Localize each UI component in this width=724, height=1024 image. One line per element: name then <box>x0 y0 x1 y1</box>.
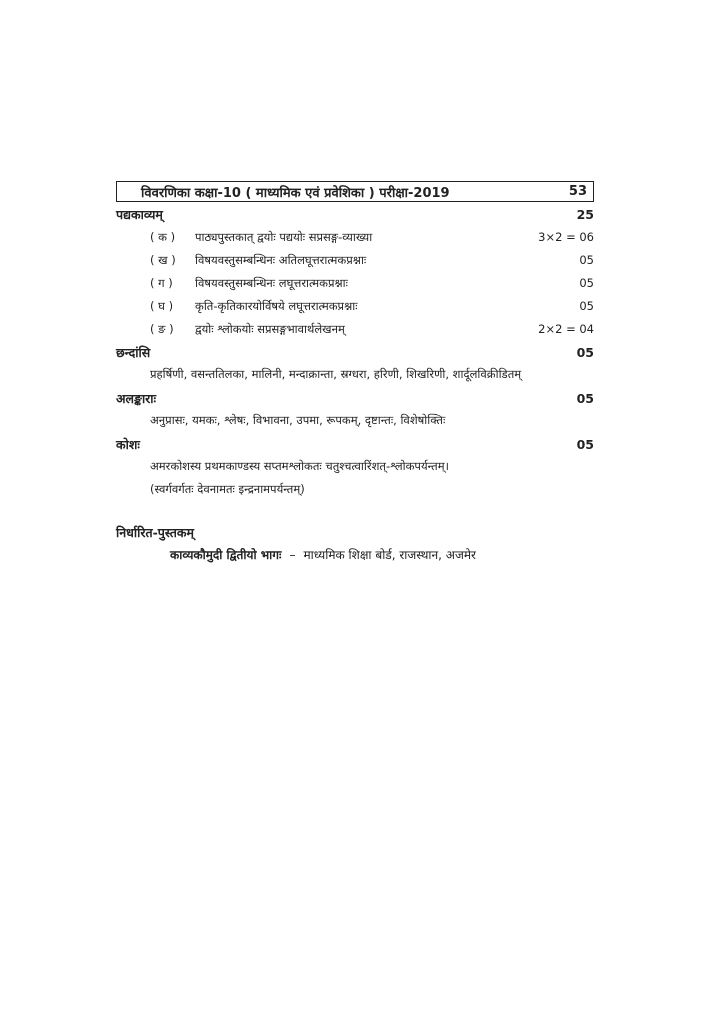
section-marks: 05 <box>576 345 594 360</box>
section-text: अमरकोशस्य प्रथमकाण्डस्य सप्तमश्लोकतः चतुश्चत्वारिंशत्-श्लोकपर्यन्तम्। <box>150 459 449 473</box>
item-letter: ( क ) <box>150 230 176 244</box>
page-header <box>116 181 594 202</box>
section-marks: 05 <box>576 437 594 452</box>
book-heading <box>116 524 594 541</box>
item-letter: ( ख ) <box>150 253 176 267</box>
section-text: अनुप्रासः, यमकः, श्लेषः, विभावना, उपमा, रूपकम्, दृष्टान्तः, विशेषोक्तिः <box>150 413 446 427</box>
page-number: 53 <box>568 184 587 199</box>
book-heading-text: निर्धारित-पुस्तकम् <box>116 525 194 540</box>
item-letter: ( ग ) <box>150 276 173 290</box>
section-title: अलङ्काराः <box>116 391 157 406</box>
item-text: पाठ्यपुस्तकात् द्वयोः पद्ययोः सप्रसङ्ग-व्याख्या <box>195 230 373 244</box>
section-title: कोशः <box>116 437 140 452</box>
section-chhandamsi <box>116 344 594 361</box>
book-publisher: माध्यमिक शिक्षा बोर्ड, राजस्थान, अजमेर <box>303 548 476 562</box>
section-kosha <box>116 436 594 453</box>
list-item <box>150 253 594 268</box>
section-alankara <box>116 390 594 407</box>
item-marks: 05 <box>579 253 594 267</box>
section-marks: 05 <box>576 391 594 406</box>
item-letter: ( घ ) <box>150 299 174 313</box>
book-name: काव्यकौमुदी द्वितीयो भागः <box>170 548 282 562</box>
item-text: विषयवस्तुसम्बन्धिनः अतिलघूत्तरात्मकप्रश्नाः <box>195 253 367 267</box>
list-item <box>150 276 594 291</box>
list-item <box>150 299 594 314</box>
book-line <box>170 546 594 563</box>
item-marks: 05 <box>579 299 594 313</box>
item-marks: 2×2 = 04 <box>538 322 594 336</box>
book-dash: – <box>289 548 296 562</box>
section-title: पद्यकाव्यम् <box>116 207 163 222</box>
section-text: (स्वर्गवर्गतः देवनामतः इन्द्रनामपर्यन्तम्) <box>150 482 305 496</box>
item-letter: ( ङ ) <box>150 322 174 336</box>
section-text: प्रहर्षिणी, वसन्ततिलका, मालिनी, मन्दाक्रान्ता, स्रग्धरा, हरिणी, शिखरिणी, शार्दूलविक्रीडितम् <box>150 367 522 381</box>
list-item <box>150 230 594 245</box>
item-text: विषयवस्तुसम्बन्धिनः लघूत्तरात्मकप्रश्नाः <box>195 276 348 290</box>
item-marks: 3×2 = 06 <box>538 230 594 244</box>
header-title: विवरणिका कक्षा-10 ( माध्यमिक एवं प्रवेशिका ) परीक्षा-2019 <box>141 185 450 201</box>
item-text: द्वयोः श्लोकयोः सप्रसङ्गभावार्थलेखनम् <box>195 322 345 336</box>
section-title: छन्दांसि <box>116 345 151 360</box>
item-marks: 05 <box>579 276 594 290</box>
item-text: कृति-कृतिकारयोर्विषये लघूत्तरात्मकप्रश्नाः <box>195 299 358 313</box>
section-marks: 25 <box>576 207 594 222</box>
list-item <box>150 322 594 337</box>
section-padya <box>116 206 594 223</box>
